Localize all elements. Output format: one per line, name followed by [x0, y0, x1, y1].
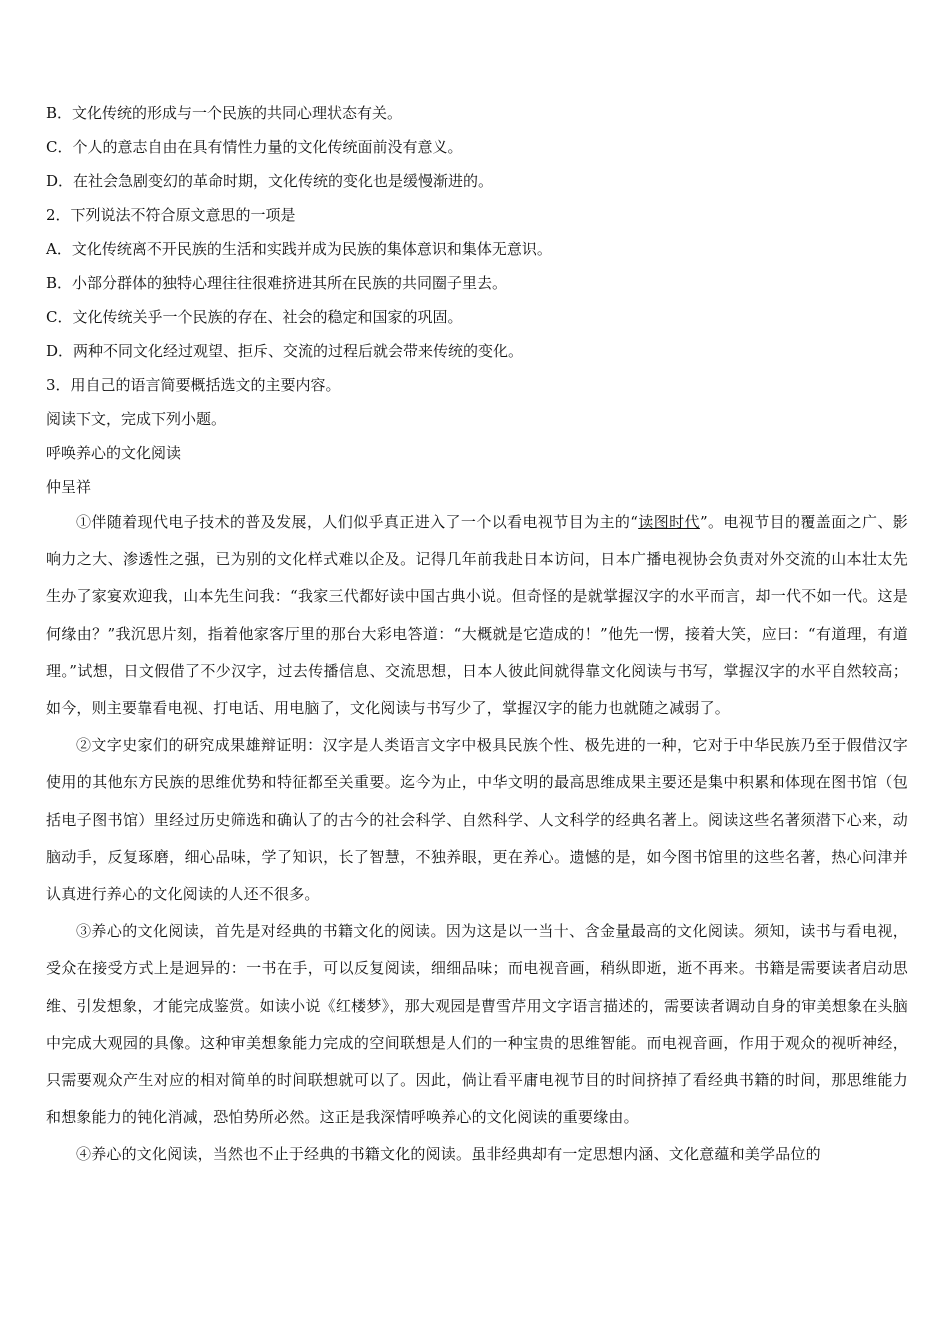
- article-paragraph-3: ③养心的文化阅读，首先是对经典的书籍文化的阅读。因为这是以一当十、含金量最高的文化阅读。须知，读书与看电视，受众在接受方式上是迥异的：一书在手，可以反复阅读，细细品味；而电视音画，稍纵即逝，逝不再来。书籍是需要读者启动思维、引发想象，才能完成鉴赏。如读小说《红楼梦》，那大观园是曹雪芹用文字语言描述的，需要读者调动自身的审美想象在头脑中完成大观园的具像。这种审美想象能力完成的空间联想是人们的一种宝贵的思维智能。而电视音画，作用于观众的视听神经，只需要观众产生对应的相对简单的时间联想就可以了。因此，倘让看平庸电视节目的时间挤掉了看经典书籍的时间，那思维能力和想象能力的钝化消减，恐怕势所必然。这正是我深情呼唤养心的文化阅读的重要缘由。: [46, 922, 908, 1127]
- question-1-option-d: D．在社会急剧变幻的革命时期，文化传统的变化也是缓慢渐进的。: [46, 172, 494, 190]
- article-author: 仲呈祥: [46, 478, 92, 496]
- question-3-stem: 3．用自己的语言简要概括选文的主要内容。: [46, 376, 341, 394]
- paragraph-1-text-before: ①伴随着现代电子技术的普及发展，人们似乎真正进入了一个以看电视节目为主的“: [76, 513, 639, 531]
- question-2-option-d: D．两种不同文化经过观望、拒斥、交流的过程后就会带来传统的变化。: [46, 342, 524, 360]
- article-paragraph-4: ④养心的文化阅读，当然也不止于经典的书籍文化的阅读。虽非经典却有一定思想内涵、文化意蕴和美学品位的: [76, 1145, 821, 1164]
- article-title: 呼唤养心的文化阅读: [46, 444, 182, 462]
- question-2-option-c: C．文化传统关乎一个民族的存在、社会的稳定和国家的巩固。: [46, 308, 463, 326]
- question-1-option-c: C．个人的意志自由在具有情性力量的文化传统面前没有意义。: [46, 138, 463, 156]
- question-1-option-b: B．文化传统的形成与一个民族的共同心理状态有关。: [46, 104, 403, 122]
- article-paragraph-1: [46, 504, 908, 727]
- question-2-option-a: A．文化传统离不开民族的生活和实践并成为民族的集体意识和集体无意识。: [46, 240, 552, 258]
- article-paragraph-2: ②文字史家们的研究成果雄辩证明：汉字是人类语言文字中极具民族个性、极先进的一种，它对于中华民族乃至于假借汉字使用的其他东方民族的思维优势和特征都至关重要。迄今为止，中华文明的最高思维成果主要还是集中积累和体现在图书馆（包括电子图书馆）里经过历史筛选和确认了的古今的社会科学、自然科学、人文科学的经典名著上。阅读这些名著须潜下心来，动脑动手，反复琢磨，细心品味，学了知识，长了智慧，不独养眼，更在养心。遗憾的是，如今图书馆里的这些名著，热心问津并认真进行养心的文化阅读的人还不很多。: [46, 736, 908, 904]
- paragraph-1-text-after: ”。电视节目的覆盖面之广、影响力之大、渗透性之强，已为别的文化样式难以企及。记得几年前我赴日本访问，日本广播电视协会负责对外交流的山本壮太先生办了家宴欢迎我，山本先生问我：“我家三代都好读中国古典小说。但奇怪的是就掌握汉字的水平而言，却一代不如一代。这是何缘由？”我沉思片刻，指着他家客厅里的那台大彩电答道：“大概就是它造成的！”他先一愣，接着大笑，应曰：“有道理，有道理。”试想，日文假借了不少汉字，过去传播信息、交流思想，日本人彼此间就得靠文化阅读与书写，掌握汉字的水平自然较高；如今，则主要靠看电视、打电话、用电脑了，文化阅读与书写少了，掌握汉字的能力也就随之减弱了。: [46, 513, 908, 718]
- question-2-stem: 2．下列说法不符合原文意思的一项是: [46, 206, 296, 224]
- question-2-option-b: B．小部分群体的独特心理往往很难挤进其所在民族的共同圈子里去。: [46, 274, 508, 292]
- document-page: [46, 96, 908, 1174]
- article-body: [46, 504, 908, 1174]
- underlined-term: 读图时代: [638, 513, 700, 531]
- reading-instruction: 阅读下文，完成下列小题。: [46, 410, 227, 428]
